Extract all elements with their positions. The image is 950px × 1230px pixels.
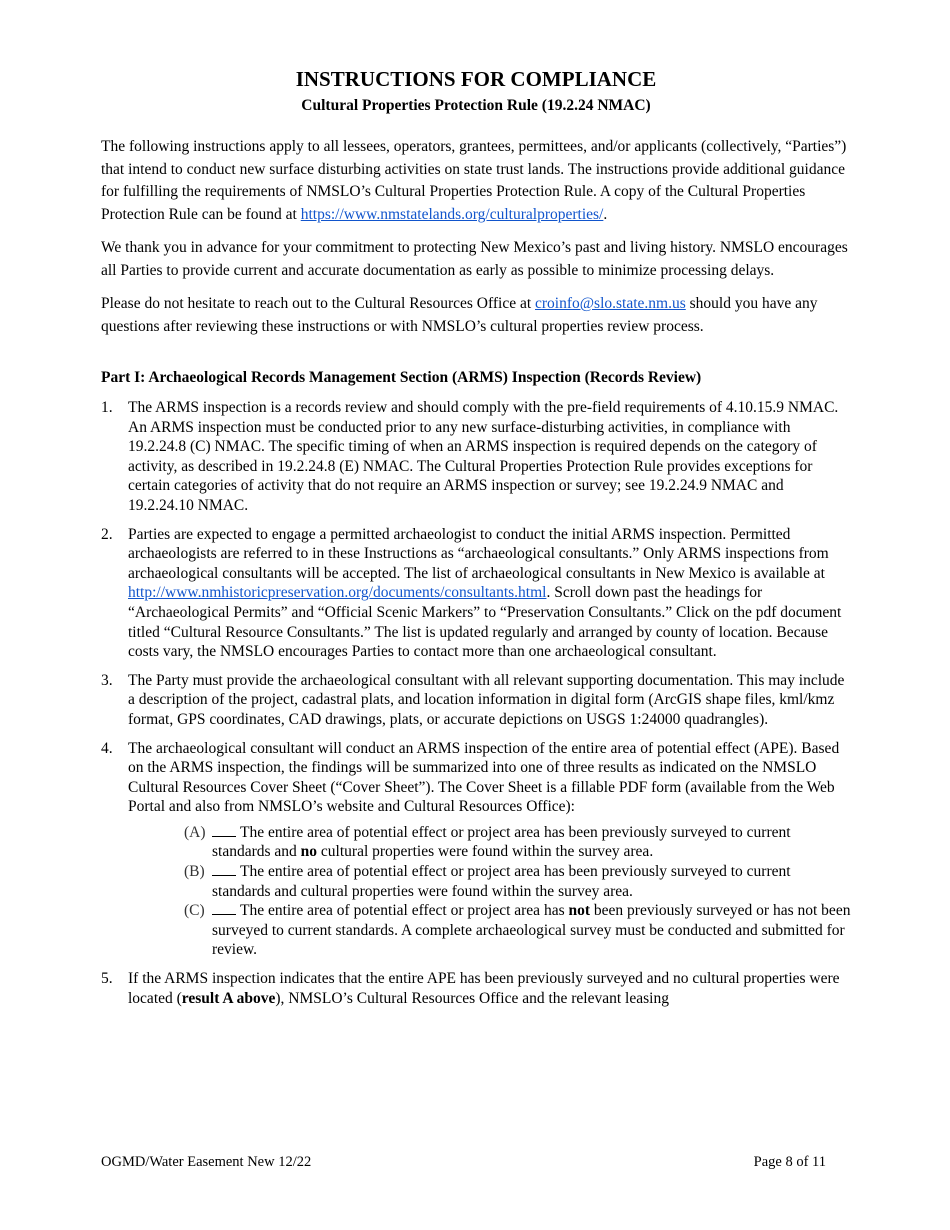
intro-p1-end: . bbox=[603, 205, 608, 223]
result-option-a bbox=[128, 823, 851, 862]
option-text: The entire area of potential effect or project area has been previously surveyed to current standards and bbox=[212, 823, 791, 861]
fill-blank[interactable] bbox=[212, 824, 236, 837]
footer-page-number: Page 8 of 11 bbox=[753, 1154, 826, 1170]
list-item bbox=[101, 671, 851, 730]
list-item-text: The Party must provide the archaeological consultant with all relevant supporting documentation. This may include a description of the project, cadastral plats, and location information in digital form (ArcGIS shape files, kml/kmz format, GPS coordinates, CAD drawings, plats, or accurate depictions on USGS 1:24000 quadrangles). bbox=[128, 671, 845, 728]
list-item-number: 3. bbox=[101, 671, 113, 689]
list-item-text-after: ), NMSLO’s Cultural Resources Office and the relevant leasing bbox=[275, 989, 669, 1007]
cultural-properties-link[interactable]: https://www.nmstatelands.org/culturalproperties/ bbox=[300, 205, 604, 223]
list-item bbox=[101, 525, 851, 662]
intro-p3-before: Please do not hesitate to reach out to the Cultural Resources Office at bbox=[101, 295, 536, 312]
result-option-b bbox=[128, 862, 851, 901]
intro-p1-text: The following instructions apply to all lessees, operators, grantees, permittees, and/or applicants (collectively, “Parties”) that intend to conduct new surface disturbing activities on state trust lands. The instructions provide additional guidance for fulfilling the requirements of NMSLO’s Cultural Properties Protection Rule. A copy of the Cultural Properties Protection Rule can be found at bbox=[101, 138, 847, 223]
list-item-text: Parties are expected to engage a permitted archaeologist to conduct the initial ARMS inspection. Permitted archaeologists are referred to in these Instructions as “archaeological consultants.” Only ARMS inspections from archaeological consultants will be accepted. The list of archaeological consultants in New Mexico is available at bbox=[128, 525, 829, 582]
intro-p3-after: should you have any questions after reviewing these instructions or with NMSLO’s cultural properties review process. bbox=[101, 295, 818, 335]
option-label: (A) bbox=[184, 823, 206, 841]
option-label: (B) bbox=[184, 863, 205, 881]
intro-paragraph-3 bbox=[101, 293, 851, 338]
list-item-number: 4. bbox=[101, 739, 113, 757]
result-option-c bbox=[128, 901, 851, 960]
intro-paragraph-2: We thank you in advance for your commitment to protecting New Mexico’s past and living history. NMSLO encourages all Parties to provide current and accurate documentation as early as possible to minimize processing delays. bbox=[101, 239, 848, 279]
option-text-after: cultural properties were found within the survey area. bbox=[317, 843, 654, 861]
list-item bbox=[101, 969, 851, 1008]
option-bold: not bbox=[568, 902, 591, 920]
page-subtitle: Cultural Properties Protection Rule (19.2.24 NMAC) bbox=[301, 97, 651, 114]
footer-form-id: OGMD/Water Easement New 12/22 bbox=[101, 1154, 312, 1170]
fill-blank[interactable] bbox=[212, 863, 236, 876]
list-item-number: 5. bbox=[101, 970, 113, 988]
option-text: The entire area of potential effect or project area has bbox=[240, 902, 569, 920]
croinfo-email-link[interactable]: croinfo@slo.state.nm.us bbox=[535, 295, 686, 312]
list-item bbox=[101, 739, 851, 961]
option-text: The entire area of potential effect or project area has been previously surveyed to current standards and cultural properties were found within the survey area. bbox=[212, 863, 791, 900]
list-item-text-after: . Scroll down past the headings for “Archaeological Permits” and “Official Scenic Markers” to “Preservation Consultants.” Click on the pdf document titled “Cultural Resource Consultants.” The list is updated regularly and arranged by county of location. Because costs vary, the NMSLO encourages Parties to contact more than one archaeological consultant. bbox=[128, 584, 842, 661]
option-bold: no bbox=[300, 843, 318, 861]
instruction-list bbox=[101, 398, 851, 1008]
list-item-number: 1. bbox=[101, 399, 113, 416]
document-page bbox=[101, 66, 851, 1017]
fill-blank[interactable] bbox=[212, 902, 236, 915]
list-item-bold: result A above bbox=[181, 989, 276, 1007]
intro-paragraph-1 bbox=[101, 136, 851, 226]
consultants-link[interactable]: http://www.nmhistoricpreservation.org/documents/consultants.html bbox=[128, 584, 547, 602]
list-item bbox=[101, 398, 851, 516]
option-label: (C) bbox=[184, 902, 205, 920]
list-item-number: 2. bbox=[101, 525, 113, 543]
option-text-after: been previously surveyed or has not been surveyed to current standards. A complete archaeological survey must be conducted and submitted for review. bbox=[212, 902, 851, 959]
list-item-text: The archaeological consultant will conduct an ARMS inspection of the entire area of potential effect (APE). Based on the ARMS inspection, the findings will be summarized into one of three results as indicated on the NMSLO Cultural Resources Cover Sheet (“Cover Sheet”). The Cover Sheet is a fillable PDF form (available from the Web Portal and also from NMSLO’s website and Cultural Resources Office): bbox=[128, 739, 840, 816]
result-options bbox=[128, 823, 851, 960]
list-item-text: If the ARMS inspection indicates that the entire APE has been previously surveyed and no cultural properties were located ( bbox=[128, 970, 840, 1007]
page-title: INSTRUCTIONS FOR COMPLIANCE bbox=[295, 67, 657, 91]
part-1-heading: Part I: Archaeological Records Management Section (ARMS) Inspection (Records Review) bbox=[101, 369, 702, 386]
list-item-text: The ARMS inspection is a records review and should comply with the pre-field requirements of 4.10.15.9 NMAC. An ARMS inspection must be conducted prior to any new surface-disturbing activities, in compliance with 19.2.24.8 (C) NMAC. The specific timing of when an ARMS inspection is required depends on the category of activity, as described in 19.2.24.8 (E) NMAC. The Cultural Properties Protection Rule provides exceptions for certain categories of activity that do not require an ARMS inspection or survey; see 19.2.24.9 NMAC and 19.2.24.10 NMAC. bbox=[128, 399, 839, 514]
